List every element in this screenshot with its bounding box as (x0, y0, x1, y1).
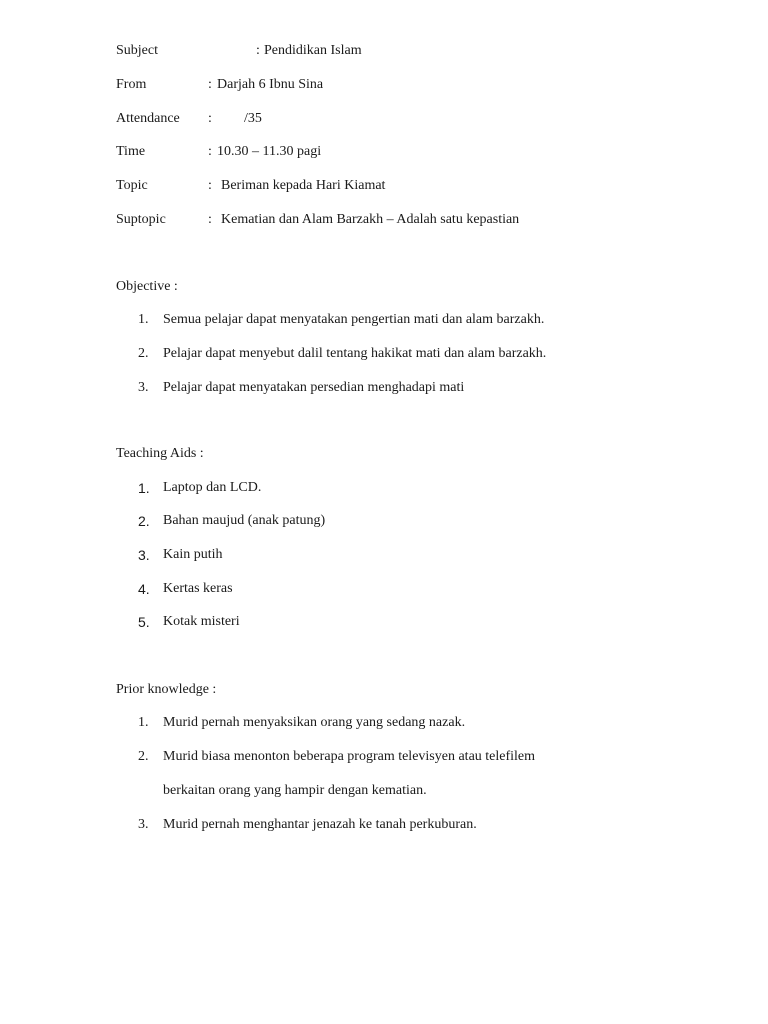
teaching-aid-text: Laptop dan LCD. (163, 480, 262, 495)
subtopic-value: Kematian dan Alam Barzakh – Adalah satu kepastian (221, 212, 520, 227)
attendance-value: /35 (244, 111, 262, 126)
teaching-aid-number: 3. (138, 547, 150, 563)
topic-row (116, 176, 516, 196)
subject-row (116, 41, 516, 61)
objective-item-text: Pelajar dapat menyebut dalil tentang hakikat mati dan alam barzakh. (163, 346, 547, 361)
subject-colon: : (256, 43, 260, 58)
prior-knowledge-text: Murid pernah menghantar jenazah ke tanah perkuburan. (163, 817, 477, 832)
time-label: Time (116, 144, 146, 159)
prior-knowledge-continuation (0, 781, 640, 801)
objective-item-number: 1. (138, 312, 149, 327)
prior-knowledge-heading: Prior knowledge : (116, 682, 217, 697)
subject-label: Subject (116, 43, 158, 58)
teaching-aid-item (0, 612, 640, 632)
prior-knowledge-text: Murid pernah menyaksikan orang yang sedang nazak. (163, 715, 466, 730)
from-row (116, 75, 516, 95)
objective-item-text: Pelajar dapat menyatakan persedian menghadapi mati (163, 380, 465, 395)
topic-colon: : (208, 178, 212, 193)
attendance-label: Attendance (116, 111, 180, 126)
attendance-row (116, 109, 516, 129)
teaching-aid-number: 5. (138, 614, 150, 630)
objective-heading: Objective : (116, 279, 178, 294)
objective-item-number: 3. (138, 380, 149, 395)
objective-item-number: 2. (138, 346, 149, 361)
teaching-aid-number: 2. (138, 513, 150, 529)
teaching-aid-text: Kotak misteri (163, 614, 240, 629)
prior-knowledge-item (0, 713, 640, 733)
from-label: From (116, 77, 147, 92)
from-value: Darjah 6 Ibnu Sina (217, 77, 324, 92)
teaching-aid-number: 4. (138, 581, 150, 597)
time-row (116, 142, 516, 162)
subtopic-colon: : (208, 212, 212, 227)
attendance-colon: : (208, 111, 212, 126)
subtopic-row (116, 210, 636, 230)
time-value: 10.30 – 11.30 pagi (217, 144, 322, 159)
teaching-aid-item (0, 579, 640, 599)
subtopic-label: Suptopic (116, 212, 166, 227)
topic-label: Topic (116, 178, 148, 193)
subject-value: Pendidikan Islam (264, 43, 362, 58)
teaching-aid-item (0, 478, 640, 498)
teaching-aid-text: Bahan maujud (anak patung) (163, 513, 326, 528)
prior-knowledge-continuation-text: berkaitan orang yang hampir dengan kematian. (163, 783, 427, 798)
from-colon: : (208, 77, 212, 92)
prior-knowledge-number: 3. (138, 817, 149, 832)
objective-item (0, 378, 640, 398)
teaching-aid-text: Kertas keras (163, 581, 233, 596)
teaching-aid-item (0, 511, 640, 531)
objective-item (0, 310, 640, 330)
objective-item-text: Semua pelajar dapat menyatakan pengertian mati dan alam barzakh. (163, 312, 545, 327)
teaching-aid-item (0, 545, 640, 565)
objective-item (0, 344, 640, 364)
prior-knowledge-item (0, 815, 640, 835)
teaching-aid-text: Kain putih (163, 547, 223, 562)
prior-knowledge-number: 2. (138, 749, 149, 764)
teaching-aid-number: 1. (138, 480, 150, 496)
prior-knowledge-item (0, 747, 640, 767)
prior-knowledge-text: Murid biasa menonton beberapa program televisyen atau telefilem (163, 749, 536, 764)
teaching-aids-heading: Teaching Aids : (116, 446, 204, 461)
topic-value: Beriman kepada Hari Kiamat (221, 178, 386, 193)
prior-knowledge-number: 1. (138, 715, 149, 730)
time-colon: : (208, 144, 212, 159)
